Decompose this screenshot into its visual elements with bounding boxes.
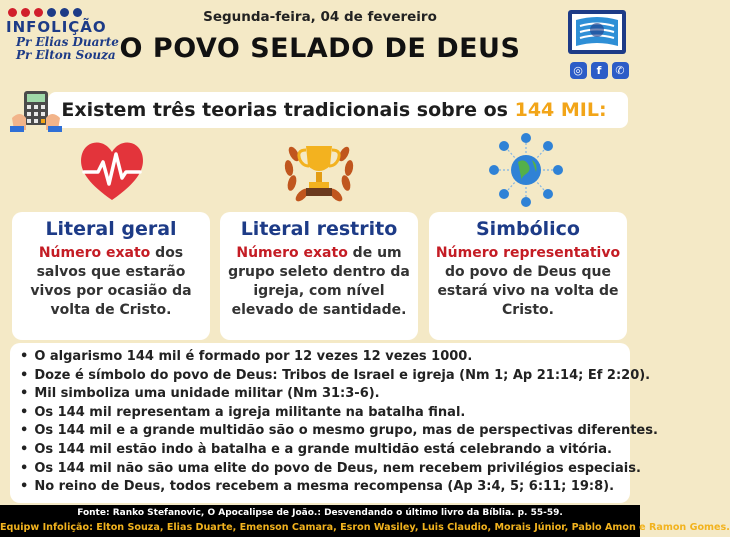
footer-source: Fonte: Ranko Stefanovic, O Apocalipse de João.: Desvendando o último livro da Bíblia. p. 55-59.	[77, 508, 563, 518]
date: Segunda-feira, 04 de fevereiro	[203, 9, 437, 25]
card-text	[429, 244, 627, 320]
card-body: do povo de Deus que estará vivo na volta de Cristo.	[437, 264, 619, 318]
footer-team: Equipw Infolição: Elton Souza, Elias Duarte, Emenson Camara, Esron Wasiley, Luis Claudio, Morais Júnior, Pablo Amon e Ramon Gomes.	[0, 522, 730, 533]
card-highlight: Número exato	[38, 245, 151, 261]
card-simbolico	[429, 212, 627, 340]
list-item: • Mil simboliza uma unidade militar (Nm 31:3-6).	[20, 385, 620, 404]
globe-network-icon	[488, 132, 564, 208]
trophy-icon	[280, 134, 358, 208]
footer	[0, 505, 730, 537]
list-item: • Os 144 mil e a grande multidão são o mesmo grupo, mas de perspectivas diferentes.	[20, 422, 620, 441]
open-book-globe-icon	[568, 10, 626, 54]
page-title: O POVO SELADO DE DEUS	[119, 33, 521, 64]
banner-text	[10, 99, 628, 121]
card-title: Literal geral	[45, 218, 177, 240]
banner-highlight: 144 MIL:	[514, 99, 607, 121]
brand-area	[568, 10, 630, 79]
heartbeat-icon	[76, 134, 148, 206]
list-item: • Doze é símbolo do povo de Deus: Tribos de Israel e igreja (Nm 1; Ap 21:14; Ef 2:20).	[20, 367, 620, 386]
list-item: • Os 144 mil estão indo à batalha e a grande multidão está celebrando a vitória.	[20, 441, 620, 460]
instagram-icon[interactable]: ◎	[570, 62, 587, 79]
card-body: dos salvos que estarão vivos por ocasião da volta de Cristo.	[30, 245, 192, 318]
banner-lead: Existem três teorias tradicionais sobre os	[61, 99, 515, 121]
card-body: de um grupo seleto dentro da igreja, com nível elevado de santidade.	[228, 245, 410, 318]
card-text	[12, 244, 210, 320]
card-highlight: Número exato	[236, 245, 348, 261]
author-1: Pr Elias Duarte	[16, 35, 119, 49]
theories-banner	[10, 88, 628, 130]
list-item: • Os 144 mil não são uma elite do povo de Deus, nem recebem privilégios especiais.	[20, 460, 620, 479]
facts-list	[10, 343, 658, 503]
list-item: • O algarismo 144 mil é formado por 12 vezes 12 vezes 1000.	[20, 348, 620, 367]
list-item: • No reino de Deus, todos recebem a mesma recompensa (Ap 3:4, 5; 6:11; 19:8).	[20, 478, 620, 497]
card-literal-restrito	[220, 212, 418, 340]
card-title: Literal restrito	[240, 218, 398, 240]
whatsapp-icon[interactable]: ✆	[612, 62, 629, 79]
card-text	[220, 244, 418, 320]
list-item: • Os 144 mil representam a igreja militante na batalha final.	[20, 404, 620, 423]
card-literal-geral	[12, 212, 210, 340]
card-title: Simbólico	[476, 218, 580, 240]
logo-wordmark: INFOLIÇÃO	[6, 18, 107, 36]
facebook-icon[interactable]: f	[591, 62, 608, 79]
social-icons	[568, 62, 630, 79]
header	[0, 0, 640, 84]
author-2: Pr Elton Souza	[16, 48, 116, 62]
card-highlight: Número representativo	[435, 245, 621, 261]
